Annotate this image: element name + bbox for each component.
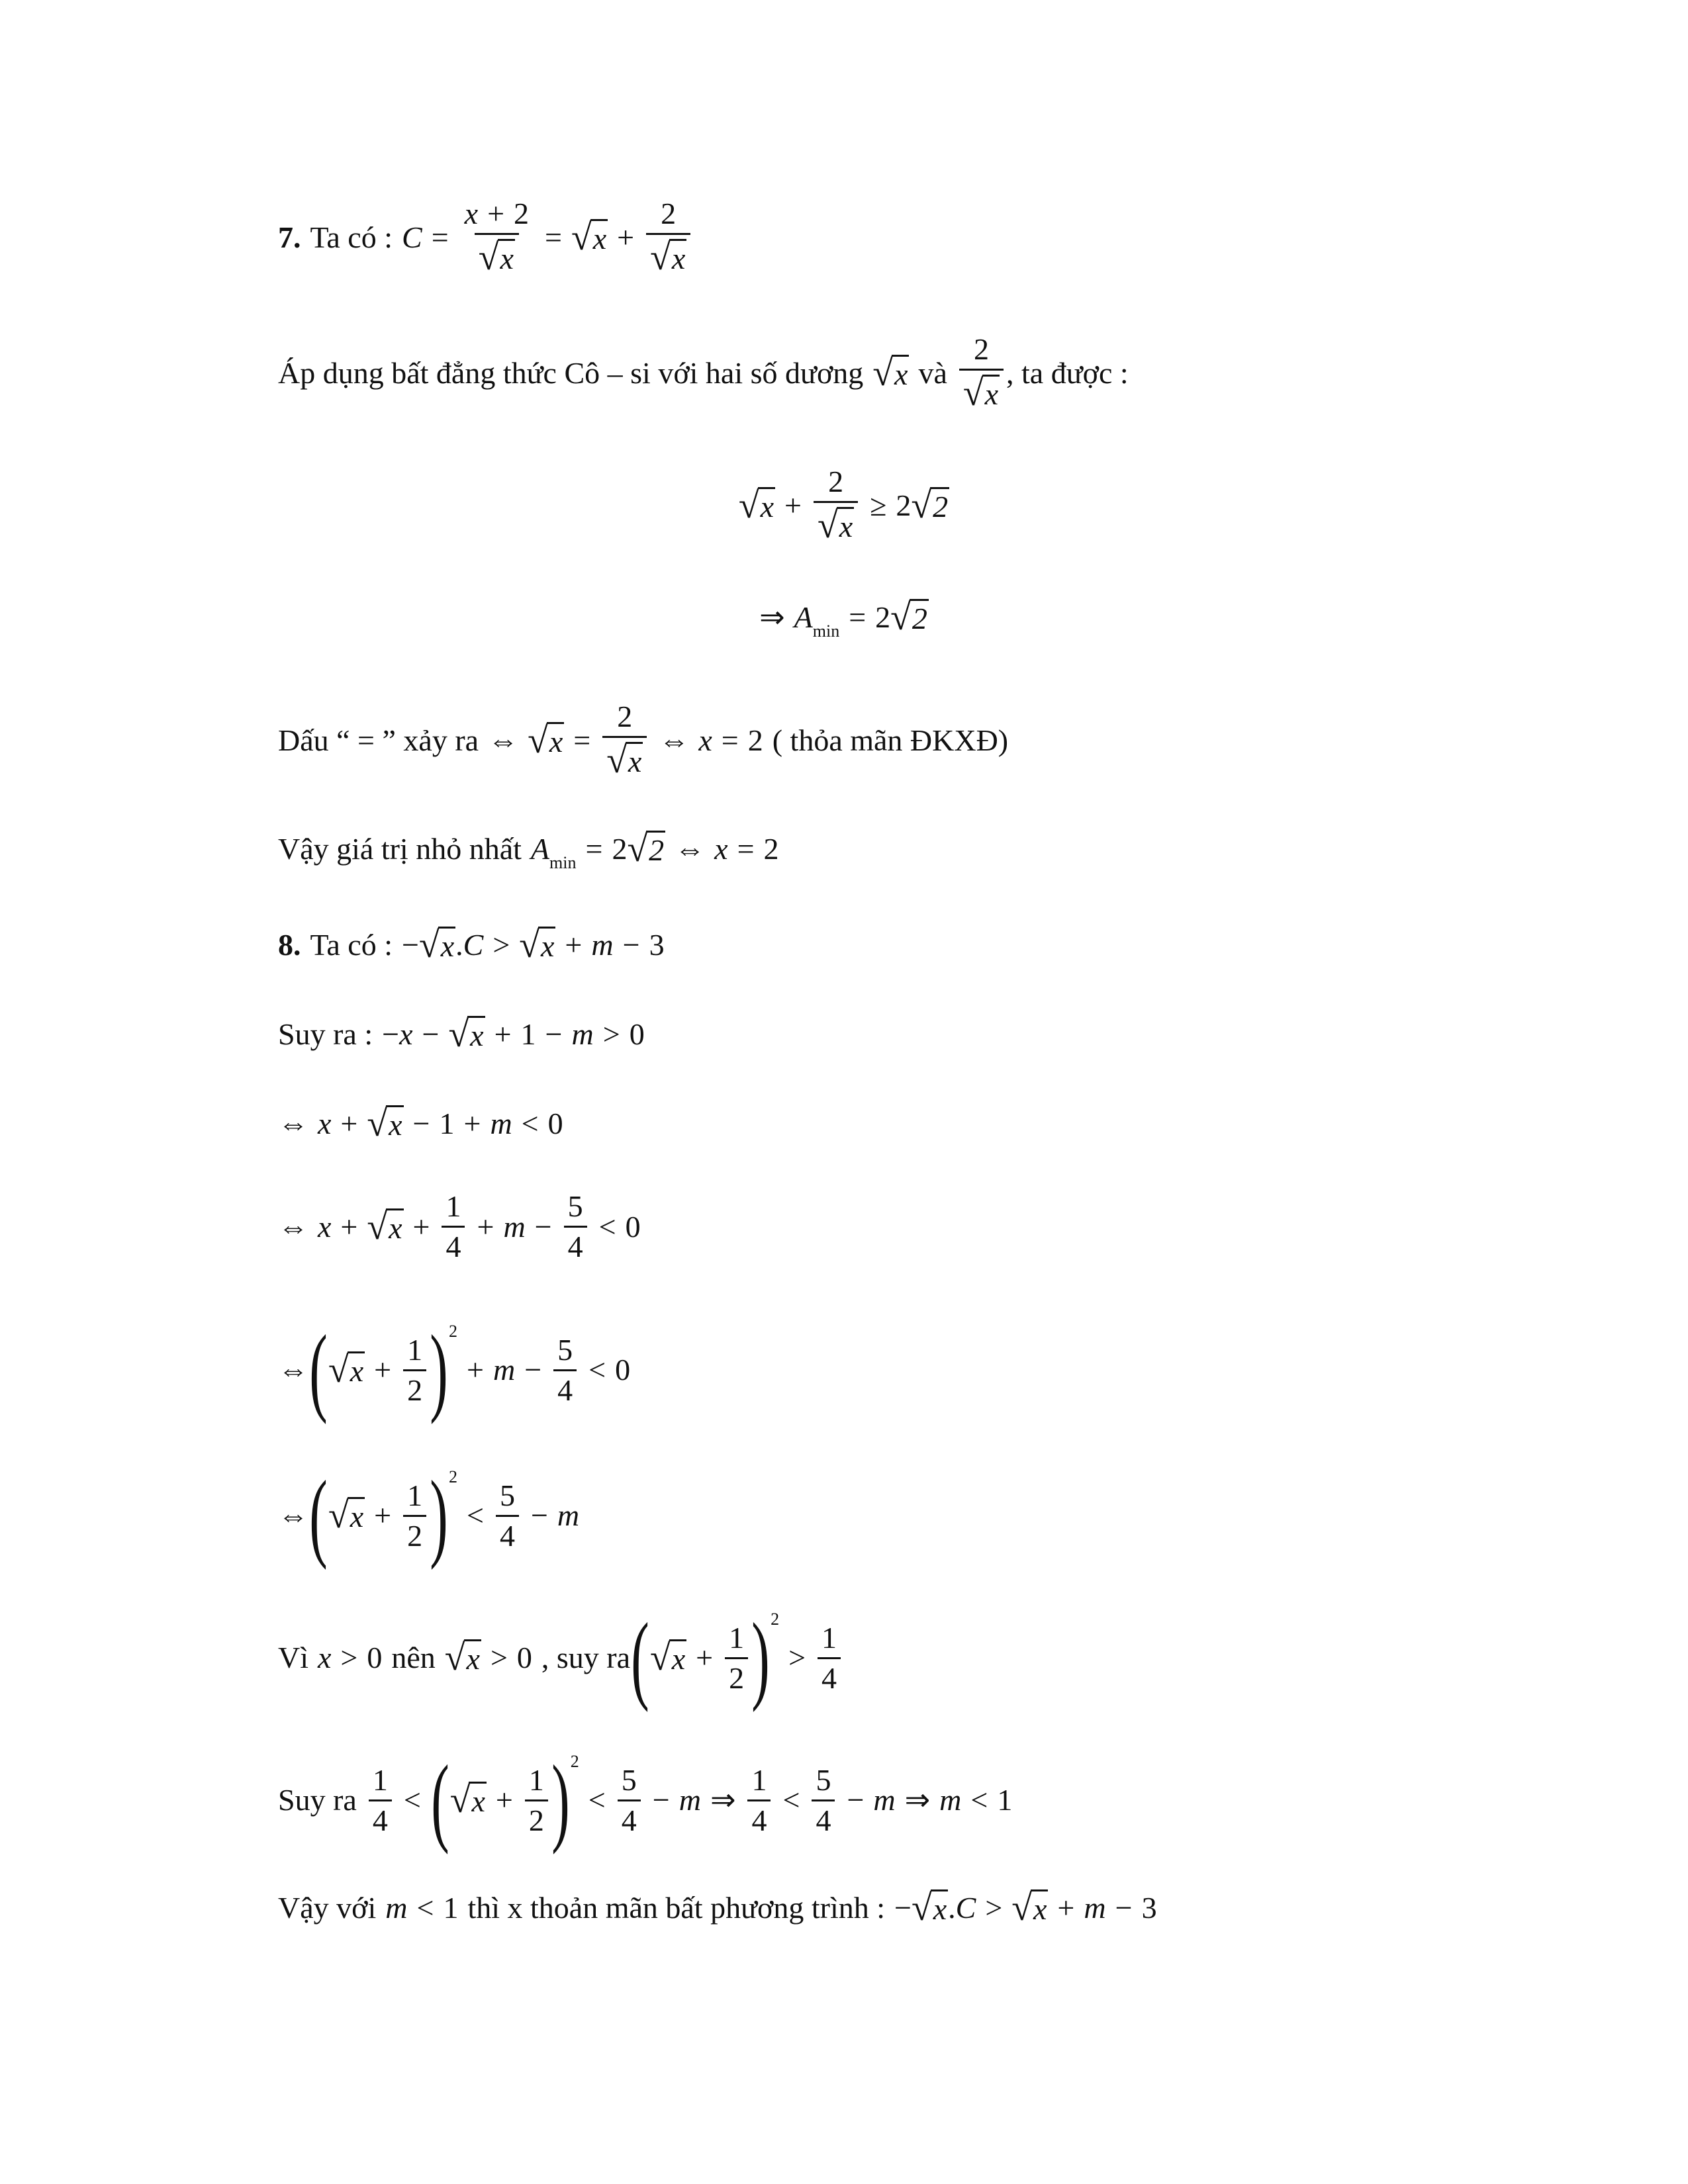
line-step-1: ⇔ x + √ x − 1 + m < 0 bbox=[278, 1103, 563, 1144]
var-C: C bbox=[402, 220, 422, 254]
line-8-intro: 8. Ta có : − √ x . C > √ x + m − 3 bbox=[278, 925, 665, 966]
line-equality: Dấu “ = ” xảy ra ⇔ √ x = 2 √ x ⇔ x = 2 ( thỏa mãn ĐKXĐ) bbox=[278, 700, 1009, 781]
line-conclusion-7: Vậy giá trị nhỏ nhất A min = 2 √ 2 ⇔ x = 2 bbox=[278, 829, 779, 872]
fraction: 2 √ x bbox=[646, 199, 690, 276]
dau-text: Dấu “ = ” xảy ra bbox=[278, 723, 479, 757]
fraction: 2 √ x bbox=[959, 334, 1004, 412]
apply-text: Áp dụng bất đẳng thức Cô – si với hai số dương bbox=[278, 355, 864, 390]
am-gm-inequality: √ x + 2 √ x ≥ 2 √ 2 bbox=[738, 465, 949, 546]
problem-number-7: 7. bbox=[278, 220, 301, 254]
line-suy-ra: Suy ra : − x − √ x + 1 − m > 0 bbox=[278, 1014, 645, 1055]
line-step-4: ⇔ ( √ x + $\frac{1}{2}$ ) 2 < $\frac{5}{4}$ − m bbox=[278, 1461, 580, 1570]
a-min-result: ⇒ A min = 2 √ 2 bbox=[759, 597, 927, 641]
problem-number-8: 8. bbox=[278, 928, 301, 962]
line-conclusion-8: Vậy với m < 1 thì x thoản mãn bất phương trình : − √ x . C > √ x + m − 3 bbox=[278, 1888, 1157, 1929]
line-7-intro: 7. Ta có : C = x + 2 √ x = √ x + 2 √ x bbox=[278, 199, 693, 276]
ta-duoc-text: , ta được : bbox=[1006, 355, 1129, 390]
thoa-text: ( thỏa mãn ĐKXĐ) bbox=[772, 723, 1009, 757]
line-apply bbox=[278, 334, 1129, 412]
line-vi: Vì x > 0 nên √ x > 0 , suy ra ( √ x + $\frac{1}{2}$ ) 2 > $\frac{1}{4}$ bbox=[278, 1608, 843, 1707]
line-step-2: ⇔ x + √ x + $\frac{1}{4}$ + m − $\frac{5}{4}$ < 0 bbox=[278, 1189, 641, 1263]
sqrt-x: √ x bbox=[872, 352, 908, 394]
intro-text: Ta có : bbox=[310, 220, 393, 254]
va-text: và bbox=[918, 355, 947, 390]
line-suy-ra-final: Suy ra $\frac{1}{4}$ < ( √ x + $\frac{1}{2}$ ) 2 < $\frac{5}{4}$ − m ⇒ $\frac{1}{4}$ < $\frac{5}{4}$ − m ⇒ m < 1 bbox=[278, 1745, 1013, 1855]
fraction: x + 2 √ x bbox=[464, 197, 530, 278]
line-step-3: ⇔ ( √ x + $\frac{1}{2}$ ) 2 + m − $\frac{5}{4}$ < 0 bbox=[278, 1315, 631, 1425]
eq-sign: = bbox=[431, 220, 449, 254]
sqrt-x: √ x bbox=[571, 216, 607, 258]
